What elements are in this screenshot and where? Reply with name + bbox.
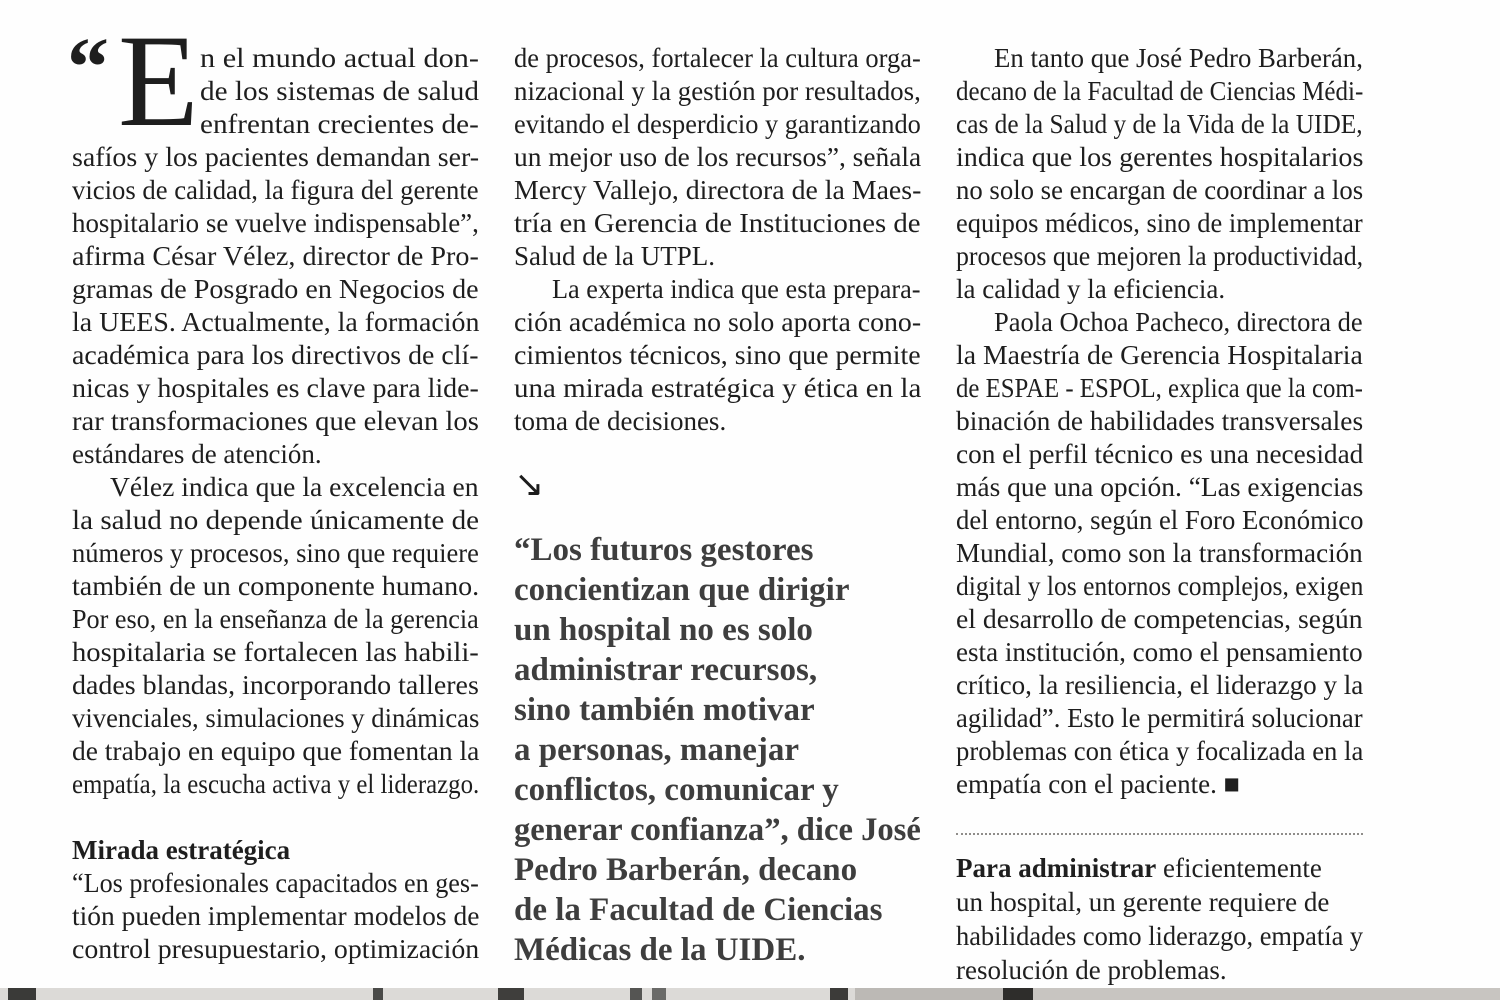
text-line-content: indica que los gerentes hospitalarios — [956, 142, 1364, 172]
column-left — [67, 7, 480, 987]
text-line-content: safíos y los pacientes demandan ser- — [72, 142, 480, 172]
text-line-content: toma de decisiones. — [514, 406, 727, 436]
text-line — [72, 438, 479, 471]
text-line — [956, 75, 1363, 108]
text-line — [72, 735, 479, 768]
text-line-content: resolución de problemas. — [956, 955, 1227, 985]
text-line — [956, 504, 1363, 537]
text-line — [72, 636, 479, 669]
text-line-content: agilidad”. Esto le permitirá solucionar — [956, 703, 1363, 733]
photo-caption — [956, 851, 1363, 987]
text-line-content: Pedro Barberán, decano — [514, 852, 858, 888]
text-line-content: Médicas de la UIDE. — [514, 932, 806, 968]
text-line — [72, 900, 479, 933]
text-line-content: Vélez indica que la excelencia en — [110, 472, 479, 502]
text-line-content: habilidades como liderazgo, empatía y — [956, 921, 1364, 951]
text-line — [956, 953, 1363, 987]
text-line-content: un hospital, un gerente requiere de — [956, 887, 1330, 917]
text-line — [72, 504, 479, 537]
photo-fragment — [1030, 988, 1500, 1000]
text-line — [514, 42, 921, 75]
text-line — [514, 405, 921, 438]
text-line — [994, 42, 1363, 75]
text-line-content: esta institución, como el pensamiento — [956, 637, 1363, 667]
lead-paragraph — [67, 7, 480, 471]
text-line-content: En tanto que José Pedro Barberán, — [994, 43, 1363, 73]
text-line — [956, 669, 1363, 702]
continuation-arrow — [514, 464, 921, 508]
text-line-content: hospitalario se vuelve indispensable”, — [72, 208, 479, 238]
text-line — [956, 603, 1363, 636]
text-line — [514, 890, 921, 930]
text-line-content: problemas con ética y focalizada en la — [956, 736, 1364, 766]
text-line-content: de los sistemas de salud — [200, 76, 479, 106]
photo-fragment — [630, 988, 642, 1000]
photo-fragment — [652, 988, 666, 1000]
text-line-content: Mundial, como son la transformación — [956, 538, 1363, 568]
text-line — [514, 240, 921, 273]
text-line-content: la Maestría de Gerencia Hospitalaria — [956, 340, 1363, 370]
text-line-content: decano de la Facultad de Ciencias Médi- — [956, 76, 1364, 106]
photo-fragment — [373, 988, 383, 1000]
text-line-content: Paola Ochoa Pacheco, directora de — [994, 307, 1363, 337]
text-line-content: dades blandas, incorporando talleres — [72, 670, 479, 700]
text-line — [514, 570, 921, 610]
text-line-content: enfrentan crecientes de- — [200, 109, 479, 139]
text-line-content: conflictos, comunicar y — [514, 772, 839, 808]
text-line-content: evitando el desperdicio y garantizando — [514, 109, 921, 139]
text-line-content: empatía con el paciente. ■ — [956, 769, 1240, 799]
text-line — [72, 570, 479, 603]
text-line-content: gramas de Posgrado en Negocios de — [72, 274, 479, 304]
text-line-content: Mirada estratégica — [72, 835, 291, 865]
text-line — [72, 537, 479, 570]
paragraph — [72, 867, 479, 966]
text-line — [514, 650, 921, 690]
text-line-content: binación de habilidades transversales — [956, 406, 1364, 436]
text-line-content: Mercy Vallejo, directora de la Maes- — [514, 175, 922, 205]
text-line-content: empatía, la escucha activa y el liderazgo. — [72, 769, 480, 799]
photo-fragment — [498, 988, 524, 1000]
text-line — [514, 610, 921, 650]
text-line — [200, 75, 479, 108]
text-line-content: “Los futuros gestores — [514, 532, 814, 568]
text-line — [72, 273, 479, 306]
text-line — [514, 810, 921, 850]
text-line — [956, 885, 1363, 919]
text-line-content: La experta indica que esta prepara- — [552, 274, 921, 304]
text-line — [552, 273, 921, 306]
text-line-content: un hospital no es solo — [514, 612, 813, 648]
text-line — [956, 108, 1363, 141]
photo-fragment — [855, 988, 1005, 1000]
text-line-content: nicas y hospitales es clave para lide- — [72, 373, 479, 403]
text-line — [956, 537, 1363, 570]
text-line-content: afirma César Vélez, director de Pro- — [72, 241, 479, 271]
paragraph — [514, 273, 921, 438]
text-line — [514, 108, 921, 141]
text-line — [514, 770, 921, 810]
text-line — [110, 471, 479, 504]
text-line — [956, 636, 1363, 669]
text-line — [956, 273, 1363, 306]
text-line — [72, 768, 479, 801]
paragraph — [956, 42, 1363, 306]
text-line — [956, 919, 1363, 953]
text-line — [72, 702, 479, 735]
text-line-content: administrar recursos, — [514, 652, 818, 688]
text-line — [956, 570, 1363, 603]
text-line-content: control presupuestario, optimización — [72, 934, 480, 964]
text-line — [72, 834, 479, 867]
text-line — [72, 933, 479, 966]
text-line-content: crítico, la resiliencia, el liderazgo y la — [956, 670, 1364, 700]
text-line — [72, 207, 479, 240]
text-line-content: hospitalaria se fortalecen las habili- — [72, 637, 479, 667]
text-line-content: también de un componente humano. — [72, 571, 480, 601]
text-line-content: generar confianza”, dice José — [514, 812, 921, 848]
column-middle — [514, 42, 921, 987]
text-line — [994, 306, 1363, 339]
text-line-content: del entorno, según el Foro Económico — [956, 505, 1364, 535]
text-line — [72, 306, 479, 339]
text-line — [72, 405, 479, 438]
text-line-content: números y procesos, sino que requiere — [72, 538, 479, 568]
text-line-content: la calidad y la eficiencia. — [956, 274, 1226, 304]
text-line-content: no solo se encargan de coordinar a los — [956, 175, 1364, 205]
text-line — [956, 438, 1363, 471]
text-line-content: n el mundo actual don- — [200, 43, 479, 73]
text-line — [72, 867, 479, 900]
paragraph — [514, 42, 921, 273]
column-right — [956, 42, 1363, 987]
text-line-content: la UEES. Actualmente, la formación — [72, 307, 480, 337]
text-line — [514, 850, 921, 890]
text-line-content: equipos médicos, sino de implementar — [956, 208, 1363, 238]
text-line — [956, 174, 1363, 207]
text-line-content: con el perfil técnico es una necesidad — [956, 439, 1364, 469]
text-line — [72, 669, 479, 702]
text-line-content: concientizan que dirigir — [514, 572, 850, 608]
text-line-content: vivenciales, simulaciones y dinámicas — [72, 703, 480, 733]
text-line — [956, 735, 1363, 768]
text-line-content: más que una opción. “Las exigencias — [956, 472, 1364, 502]
photo-fragment — [830, 988, 848, 1000]
text-line — [956, 141, 1363, 174]
text-line-content: cimientos técnicos, sino que permite — [514, 340, 921, 370]
section-subhead — [72, 834, 479, 867]
drop-cap-decoration — [67, 7, 200, 154]
text-line — [956, 702, 1363, 735]
text-line — [72, 141, 479, 174]
text-line-content: rar transformaciones que elevan los — [72, 406, 479, 436]
text-line — [956, 372, 1363, 405]
text-line-content: ción académica no solo aporta cono- — [514, 307, 922, 337]
text-line-content: digital y los entornos complejos, exigen — [956, 571, 1364, 601]
text-line — [72, 603, 479, 636]
text-line-content: procesos que mejoren la productividad, — [956, 241, 1364, 271]
text-line-content: tión pueden implementar modelos de — [72, 901, 480, 931]
text-line — [514, 306, 921, 339]
text-line-content: de trabajo en equipo que fomentan la — [72, 736, 480, 766]
text-line-content: la salud no depende únicamente de — [72, 505, 480, 535]
text-line-content: un mejor uso de los recursos”, señala — [514, 142, 922, 172]
text-line — [514, 207, 921, 240]
cropped-photo-strip — [0, 988, 1500, 1000]
text-line — [956, 851, 1363, 885]
text-line-content: estándares de atención. — [72, 439, 322, 469]
article-body — [67, 7, 1364, 987]
text-line-content: el desarrollo de competencias, según — [956, 604, 1363, 634]
text-line-content: académica para los directivos de clí- — [72, 340, 479, 370]
text-line — [72, 372, 479, 405]
paragraph — [72, 471, 479, 801]
text-line — [956, 405, 1363, 438]
text-line — [200, 42, 479, 75]
text-line-content: una mirada estratégica y ética en la — [514, 373, 922, 403]
text-line-content: Salud de la UTPL. — [514, 241, 715, 271]
text-line-content: de procesos, fortalecer la cultura orga- — [514, 43, 921, 73]
text-line — [514, 141, 921, 174]
pull-quote — [514, 530, 921, 970]
text-line — [72, 339, 479, 372]
photo-fragment — [8, 988, 36, 1000]
opening-quote-mark: “ — [67, 21, 101, 114]
text-line — [72, 240, 479, 273]
text-line-content: Por eso, en la enseñanza de la gerencia — [72, 604, 479, 634]
paragraph — [956, 306, 1363, 801]
text-line — [514, 930, 921, 970]
text-line — [514, 339, 921, 372]
text-line — [514, 690, 921, 730]
text-line-content: sino también motivar — [514, 692, 815, 728]
arrow-down-right-icon: ↘ — [514, 464, 545, 505]
text-line — [514, 75, 921, 108]
photo-fragment — [1003, 988, 1033, 1000]
text-line — [514, 730, 921, 770]
text-line-content: Para administrar eficientemente — [956, 853, 1322, 883]
text-line — [956, 207, 1363, 240]
text-line-content: “Los profesionales capacitados en ges- — [72, 868, 479, 898]
text-line — [72, 174, 479, 207]
text-line — [514, 530, 921, 570]
text-line-content: cas de la Salud y de la Vida de la UIDE, — [956, 109, 1363, 139]
text-line-content: a personas, manejar — [514, 732, 800, 768]
caption-bold-lead: Para administrar — [956, 853, 1157, 883]
drop-cap: E — [118, 7, 199, 154]
text-line-content: tría en Gerencia de Instituciones de — [514, 208, 921, 238]
text-line — [956, 339, 1363, 372]
dotted-divider — [956, 833, 1363, 835]
text-line — [200, 108, 479, 141]
text-line — [514, 174, 921, 207]
text-line-content: de ESPAE - ESPOL, explica que la com- — [956, 373, 1363, 403]
text-line — [956, 768, 1363, 801]
text-line-content: de la Facultad de Ciencias — [514, 892, 883, 928]
text-line — [956, 471, 1363, 504]
text-line — [956, 240, 1363, 273]
text-line-content: nizacional y la gestión por resultados, — [514, 76, 921, 106]
text-line-content: vicios de calidad, la figura del gerente — [72, 175, 479, 205]
text-line — [514, 372, 921, 405]
